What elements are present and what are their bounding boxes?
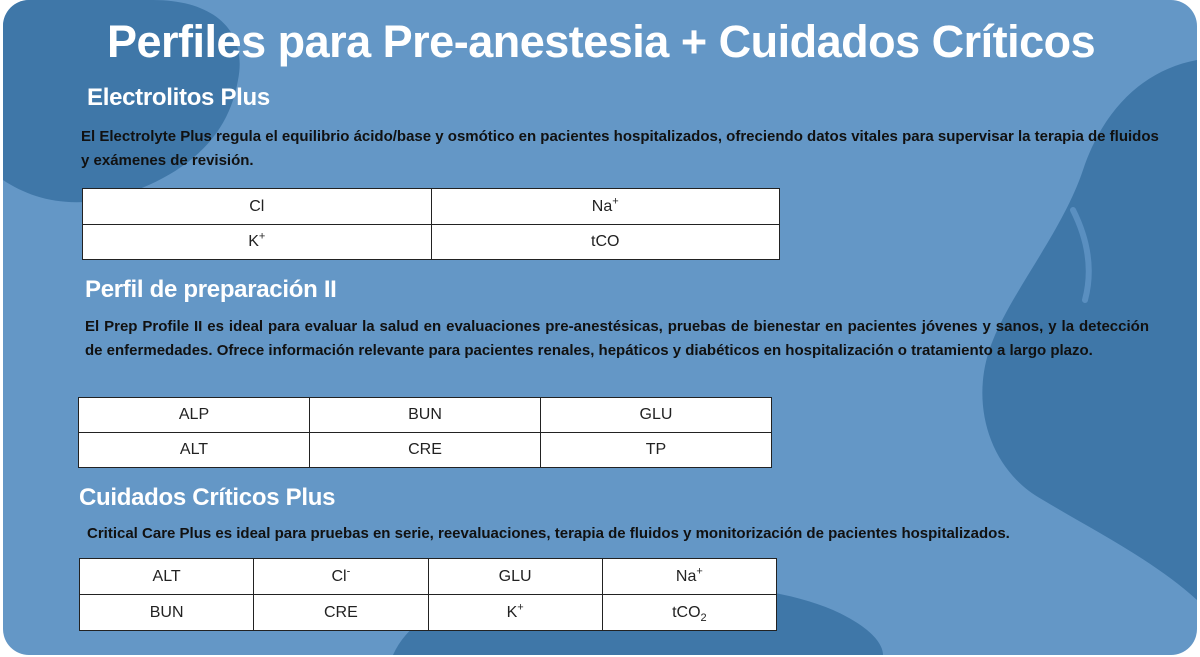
section-heading-electrolytes: Electrolitos Plus — [87, 84, 270, 111]
section-description-prep-profile: El Prep Profile II es ideal para evaluar la salud en evaluaciones pre-anestésicas, pruebas de bienestar en pacientes jóvenes y sanos, y la detección de enfermedades. Ofrece información relevante para pacientes renales, hepáticos y diabéticos en hospitalización o tratamiento a largo plazo. — [85, 318, 1149, 359]
table-cell: TP — [541, 433, 772, 468]
electrolytes-table — [82, 188, 780, 260]
table-cell: Cl- — [254, 559, 428, 595]
table-row — [80, 595, 777, 631]
prep-profile-table — [78, 397, 772, 468]
table-cell: Cl — [83, 189, 432, 225]
infographic-card — [3, 0, 1197, 655]
section-heading-critical-care: Cuidados Críticos Plus — [79, 484, 336, 511]
table-cell: CRE — [254, 595, 428, 631]
table-cell: GLU — [541, 398, 772, 433]
table-cell: Na+ — [602, 559, 776, 595]
table-row — [80, 559, 777, 595]
table-cell: tCO$_2$ — [602, 595, 776, 631]
table-cell: K+ — [83, 225, 432, 260]
table-row — [83, 225, 780, 260]
table-cell: Na+ — [431, 189, 780, 225]
page-title: Perfiles para Pre-anestesia + Cuidados Críticos — [107, 16, 1096, 67]
table-cell: ALP — [79, 398, 310, 433]
table-row — [79, 433, 772, 468]
table-cell: BUN — [80, 595, 254, 631]
table-cell: ALT — [80, 559, 254, 595]
table-cell: ALT — [79, 433, 310, 468]
section-description-electrolytes: El Electrolyte Plus regula el equilibrio ácido/base y osmótico en pacientes hospitalizados, ofreciendo datos vitales para supervisar la terapia de fluidos y exámenes de revisión. — [81, 128, 1159, 169]
table-cell: CRE — [310, 433, 541, 468]
table-cell: tCO — [431, 225, 780, 260]
table-row — [83, 189, 780, 225]
section-description-critical-care: Critical Care Plus es ideal para pruebas en serie, reevaluaciones, terapia de fluidos y monitorización de pacientes hospitalizados. — [87, 525, 1010, 542]
table-row — [79, 398, 772, 433]
critical-care-table — [79, 558, 777, 631]
table-cell: BUN — [310, 398, 541, 433]
section-heading-prep-profile: Perfil de preparación II — [85, 276, 337, 303]
table-cell: K+ — [428, 595, 602, 631]
table-cell: GLU — [428, 559, 602, 595]
